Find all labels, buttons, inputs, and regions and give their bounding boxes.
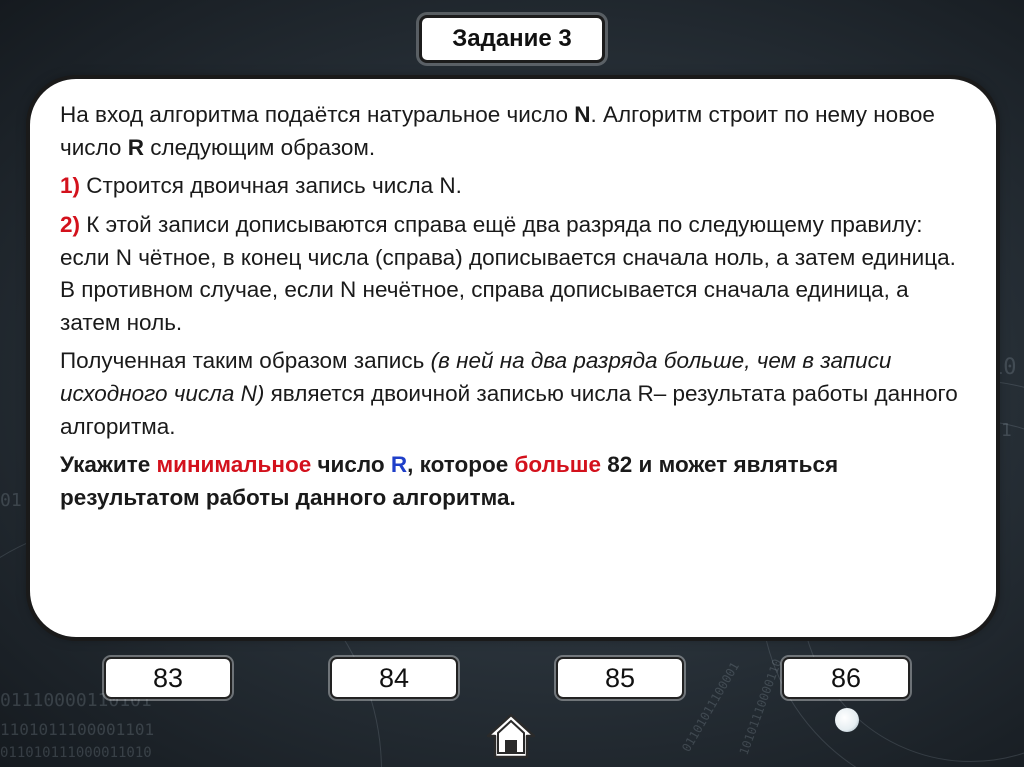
step-1-text: Строится двоичная запись числа N. bbox=[80, 173, 462, 199]
result-description bbox=[60, 345, 966, 443]
question bbox=[60, 449, 966, 514]
step-1-number: 1) bbox=[60, 173, 81, 199]
question-var-r: R bbox=[390, 452, 408, 478]
intro-text-3: следующим образом. bbox=[143, 134, 376, 160]
result-note: (в ней на два разряда больше, чем в записи исходного числа N) bbox=[60, 348, 892, 406]
home-icon[interactable] bbox=[485, 712, 537, 760]
question-text: Укажите bbox=[60, 452, 157, 478]
question-text-4: 82 и может являться результатом работы данного алгоритма. bbox=[60, 452, 839, 510]
decorative-orb bbox=[835, 708, 859, 732]
question-text-2: число bbox=[311, 452, 391, 478]
answer-button-2[interactable]: 84 bbox=[330, 657, 458, 699]
step-2-text: К этой записи дописываются справа ещё два разряда по следующему правилу: если N чётное, в конец числа (справа) дописывается сначала ноль, а затем единица. В противном случае, если N нечётное, справа дописывается сначала единица, а затем ноль. bbox=[60, 211, 956, 335]
background-decoration: 01110000110101 1101011100001101 011010111000011010 10 01 01 01101011100001 10101110000110 bbox=[0, 0, 1024, 767]
task-intro bbox=[60, 99, 966, 164]
var-r: R bbox=[127, 134, 144, 160]
step-2 bbox=[60, 209, 966, 340]
answer-button-1[interactable]: 83 bbox=[104, 657, 232, 699]
step-2-number: 2) bbox=[60, 211, 81, 237]
task-title: Задание 3 bbox=[419, 15, 605, 63]
question-keyword-more: больше bbox=[514, 452, 601, 478]
answer-button-3[interactable]: 85 bbox=[556, 657, 684, 699]
step-1 bbox=[60, 170, 966, 203]
result-text: Полученная таким образом запись bbox=[60, 348, 431, 374]
answer-button-4[interactable]: 86 bbox=[782, 657, 910, 699]
result-text-2: является двоичной записью числа R– результата работы данного алгоритма. bbox=[60, 381, 958, 439]
question-keyword-min: минимальное bbox=[156, 452, 312, 478]
intro-text: На вход алгоритма подаётся натуральное число bbox=[60, 102, 575, 127]
var-n: N bbox=[574, 102, 591, 127]
intro-text-2: . Алгоритм строит по нему новое число bbox=[60, 102, 935, 160]
task-card bbox=[30, 79, 996, 637]
question-text-3: , которое bbox=[407, 452, 515, 478]
